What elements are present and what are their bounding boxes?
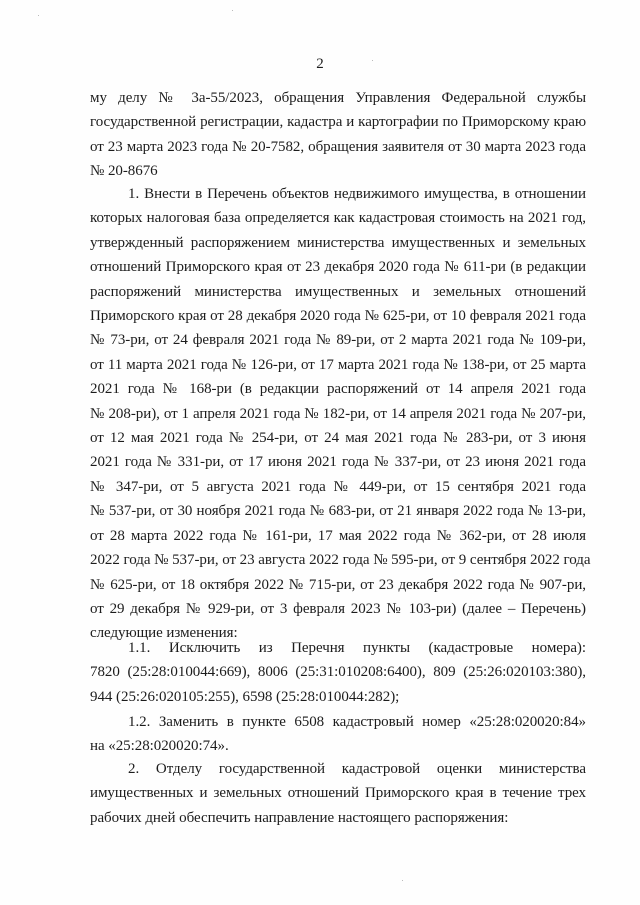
text-line: № 537-ри, от 30 ноября 2021 года № 683-ри, от 21 января 2022 года № 13-ри, — [90, 503, 586, 520]
text-line: 2021 года № 168-ри (в редакции распоряжений от 14 апреля 2021 года — [90, 381, 586, 398]
text-line: утвержденный распоряжением министерства имущественных и земельных — [90, 234, 586, 251]
scan-speck — [372, 60, 373, 61]
text-line: следующие изменения: — [90, 625, 238, 642]
text-line: от 23 марта 2023 года № 20-7582, обращения заявителя от 30 марта 2023 года — [90, 138, 586, 155]
paragraph-intro — [90, 86, 586, 184]
text-line: Приморского края от 28 декабря 2020 года № 625-ри, от 10 февраля 2021 года — [90, 308, 586, 325]
paragraph-item-1 — [90, 182, 591, 646]
text-line: от 12 мая 2021 года № 254-ри, от 24 мая 2021 года № 283-ри, от 3 июня — [90, 430, 586, 447]
text-line: рабочих дней обеспечить направление настоящего распоряжения: — [90, 809, 509, 826]
text-line: 1.2. Заменить в пункте 6508 кадастровый номер «25:28:020020:84» — [128, 714, 586, 730]
text-line: 2022 года № 537-ри, от 23 августа 2022 года № 595-ри, от 9 сентября 2022 года — [90, 552, 591, 569]
paragraph-item-1-2 — [90, 710, 586, 759]
text-line: № 625-ри, от 18 октября 2022 № 715-ри, от 23 декабря 2022 года № 907-ри, — [90, 576, 586, 593]
text-line: 7820 (25:28:010044:669), 8006 (25:31:010208:6400), 809 (25:26:020103:380), — [90, 664, 586, 681]
scan-speck — [232, 10, 233, 11]
text-line: которых налоговая база определяется как кадастровая стоимость на 2021 год, — [90, 210, 586, 227]
page-number: 2 — [316, 56, 324, 72]
text-line: 2021 года № 331-ри, от 17 июня 2021 года № 337-ри, от 23 июня 2021 года — [90, 454, 586, 471]
text-line: на «25:28:020020:74». — [90, 738, 229, 755]
text-line: № 73-ри, от 24 февраля 2021 года № 89-ри, от 2 марта 2021 года № 109-ри, — [90, 332, 586, 349]
paragraph-item-1-1 — [90, 636, 586, 709]
text-line: 944 (25:26:020105:255), 6598 (25:28:010044:282); — [90, 688, 400, 705]
text-line: № 347-ри, от 5 августа 2021 года № 449-ри, от 15 сентября 2021 года — [90, 478, 586, 495]
text-line: распоряжений министерства имущественных и земельных отношений — [90, 283, 586, 300]
text-line: № 208-ри), от 1 апреля 2021 года № 182-ри, от 14 апреля 2021 года № 207-ри, — [90, 405, 586, 422]
scan-speck — [38, 15, 39, 16]
text-line: 2. Отделу государственной кадастровой оценки министерства — [128, 761, 586, 777]
text-line: му делу № 3а-55/2023, обращения Управления Федеральной службы — [90, 90, 586, 106]
text-line: от 28 марта 2022 года № 161-ри, 17 мая 2022 года № 362-ри, от 28 июля — [90, 527, 586, 544]
text-line: № 20-8676 — [90, 163, 158, 180]
text-line: 1.1. Исключить из Перечня пункты (кадастровые номера): — [128, 640, 586, 656]
paragraph-item-2 — [90, 757, 586, 830]
scan-speck — [402, 880, 403, 881]
text-line: от 29 декабря № 929-ри, от 3 февраля 2023 № 103-ри) (далее – Перечень) — [90, 600, 586, 617]
text-line: государственной регистрации, кадастра и картографии по Приморскому краю — [90, 114, 586, 131]
text-line: от 11 марта 2021 года № 126-ри, от 17 марта 2021 года № 138-ри, от 25 марта — [90, 356, 586, 373]
text-line: отношений Приморского края от 23 декабря 2020 года № 611-ри (в редакции — [90, 259, 586, 276]
text-line: 1. Внести в Перечень объектов недвижимого имущества, в отношении — [128, 186, 586, 202]
text-line: имущественных и земельных отношений Приморского края в течение трех — [90, 785, 586, 802]
